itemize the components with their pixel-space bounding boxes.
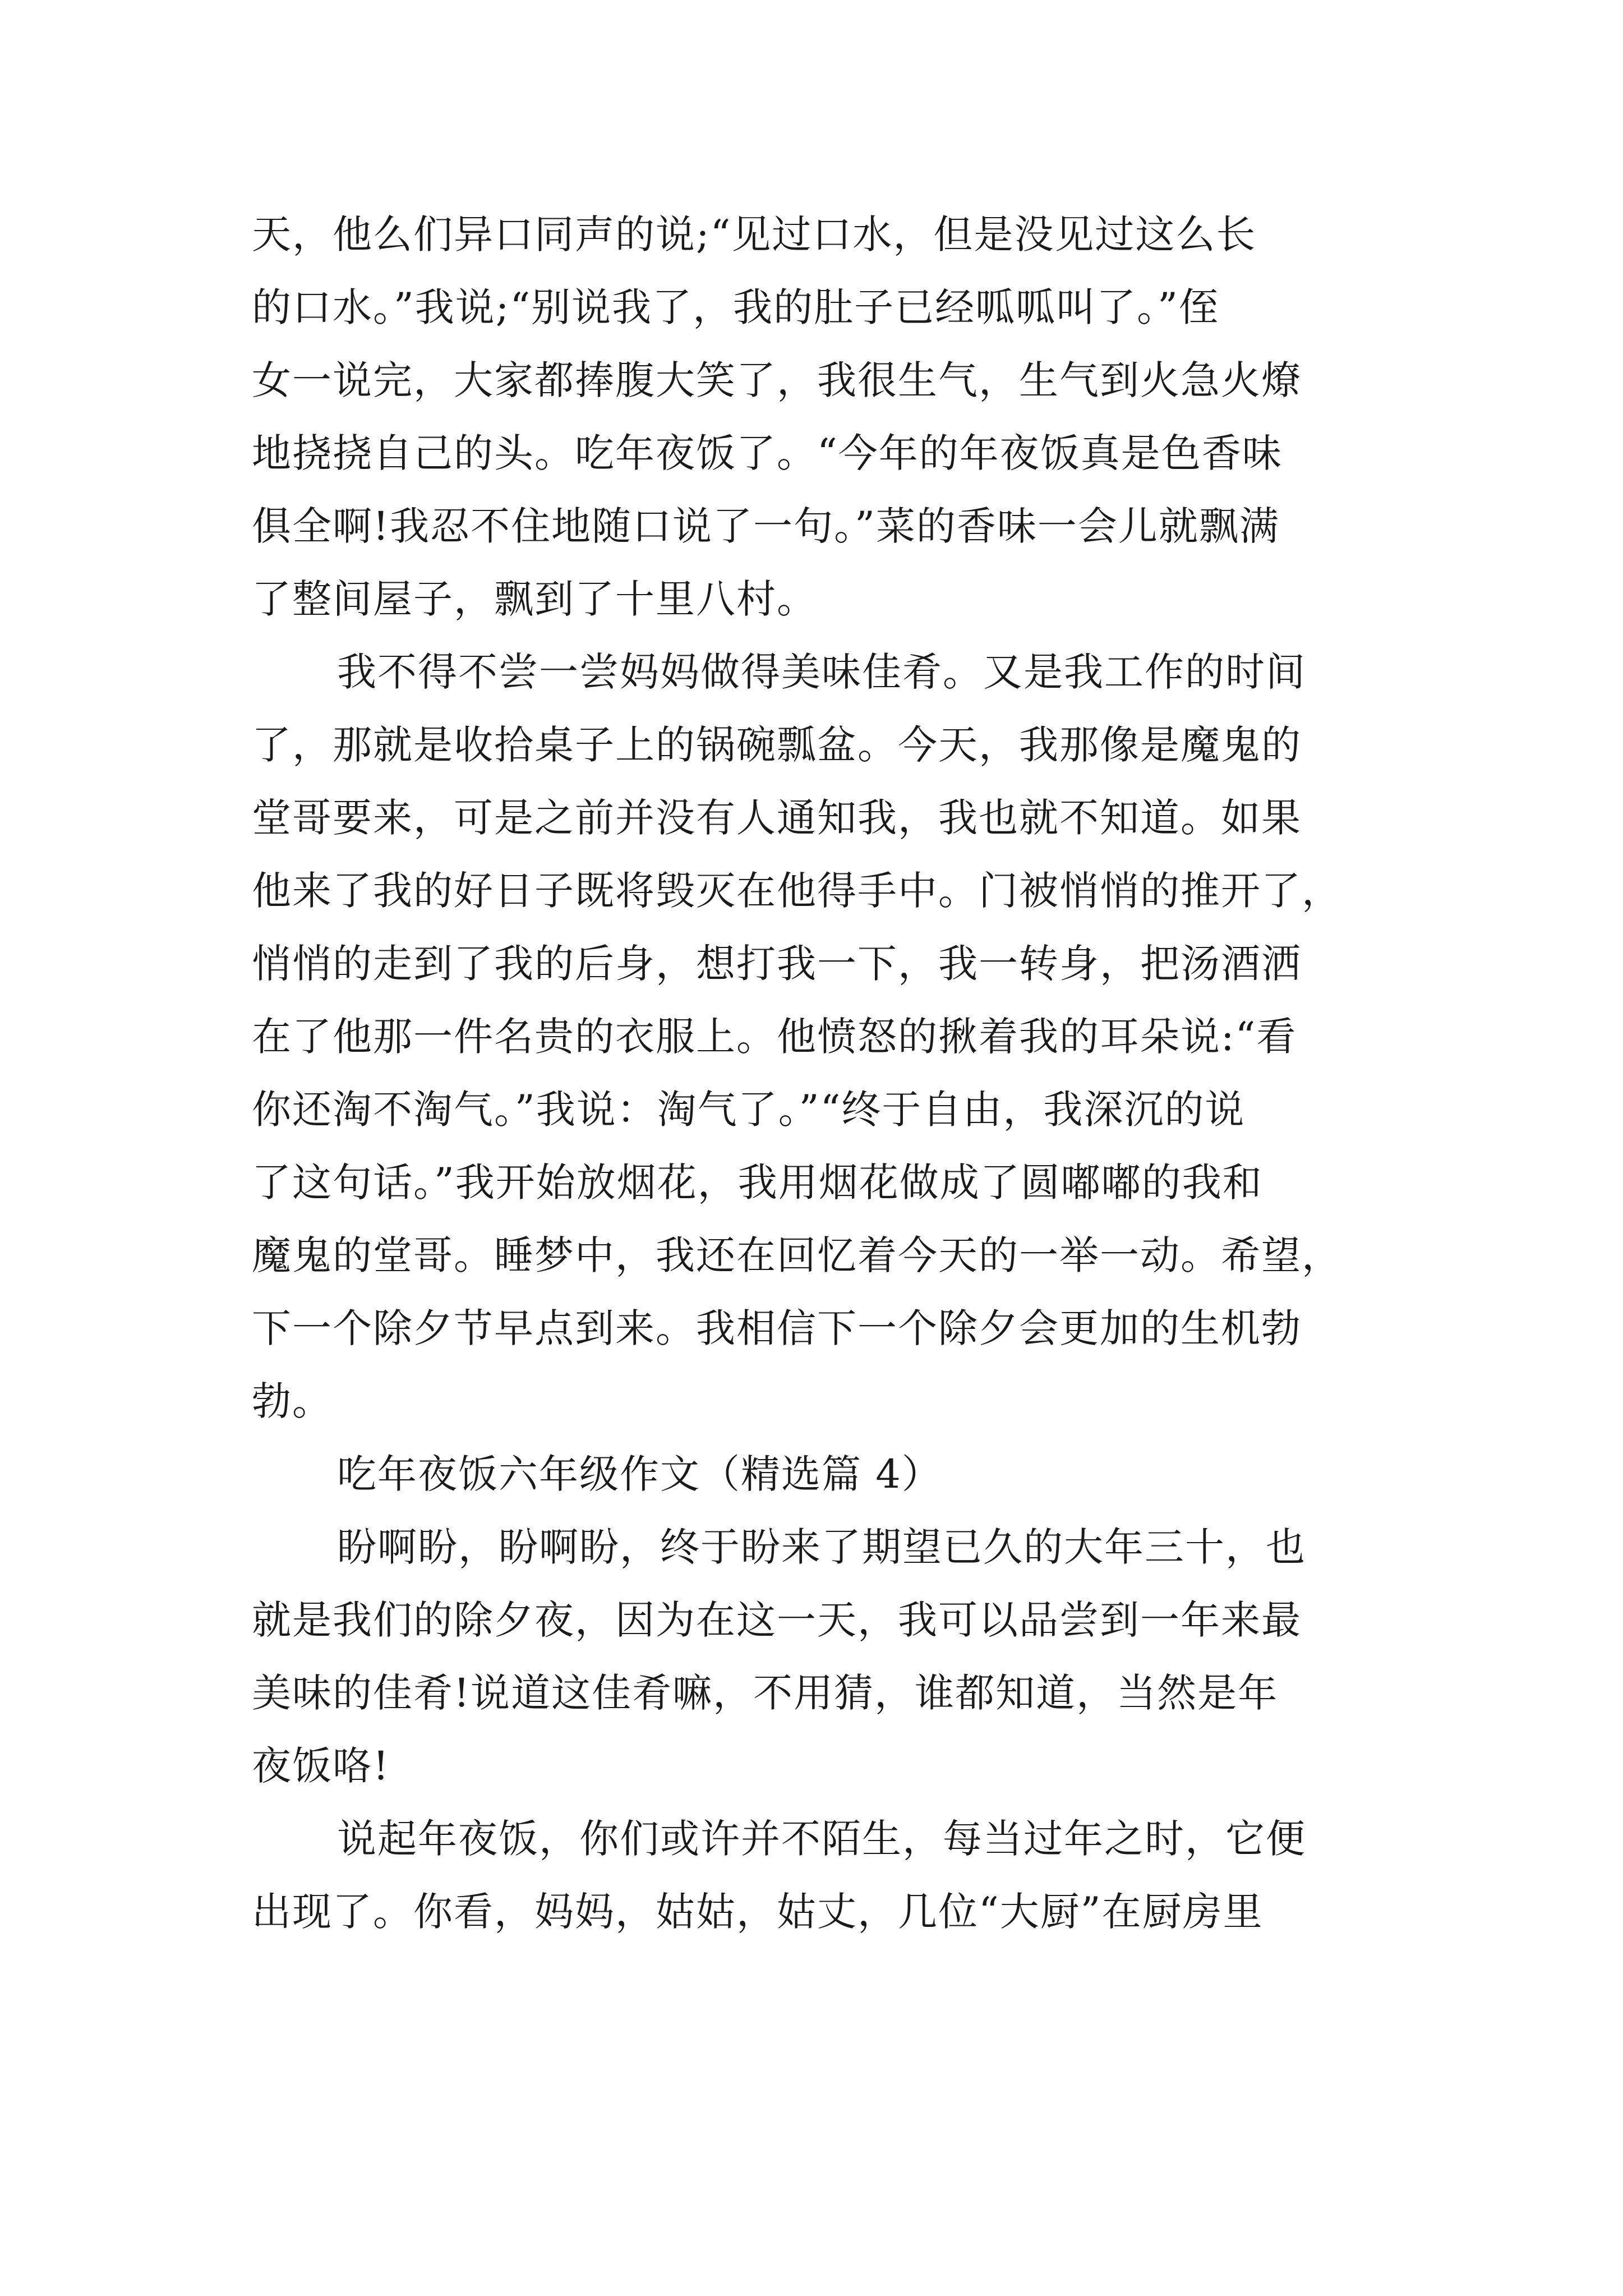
paragraph-3	[252, 1511, 1385, 1802]
section-heading-text: 吃年夜饭六年级作文（精选篇 4）	[337, 1451, 942, 1497]
text-line: 女一说完，大家都捧腹大笑了，我很生气，生气到火急火燎	[252, 357, 1302, 403]
text-line: 夜饭咯!	[252, 1743, 390, 1789]
text-line: 他来了我的好日子既将毁灭在他得手中。门被悄悄的推开了，	[252, 868, 1342, 914]
text-line: 在了他那一件名贵的衣服上。他愤怒的揪着我的耳朵说:“看	[252, 1014, 1297, 1060]
document-body	[252, 198, 1385, 1948]
text-line: 魔鬼的堂哥。睡梦中，我还在回忆着今天的一举一动。希望，	[252, 1232, 1342, 1278]
text-line: 我不得不尝一尝妈妈做得美味佳肴。又是我工作的时间	[337, 649, 1306, 695]
text-line: 悄悄的走到了我的后身，想打我一下，我一转身，把汤酒洒	[252, 941, 1302, 987]
text-line: 美味的佳肴!说道这佳肴嘛，不用猜，谁都知道，当然是年	[252, 1670, 1279, 1716]
text-line: 出现了。你看，妈妈，姑姑，姑丈，几位“大厨”在厨房里	[252, 1889, 1264, 1935]
section-heading	[252, 1438, 1385, 1511]
paragraph-4	[252, 1802, 1385, 1948]
text-line: 堂哥要来，可是之前并没有人通知我，我也就不知道。如果	[252, 795, 1302, 841]
text-line: 了这句话。”我开始放烟花，我用烟花做成了圆嘟嘟的我和	[252, 1159, 1263, 1205]
text-line: 盼啊盼，盼啊盼，终于盼来了期望已久的大年三十，也	[337, 1524, 1306, 1570]
paragraph-2	[252, 636, 1385, 1438]
text-line: 你还淘不淘气。”我说：淘气了。”“终于自由，我深沉的说	[252, 1087, 1246, 1133]
text-line: 了，那就是收拾桌子上的锅碗瓢盆。今天，我那像是魔鬼的	[252, 722, 1302, 768]
text-line: 俱全啊!我忍不住地随口说了一句。”菜的香味一会儿就飘满	[252, 503, 1280, 549]
paragraph-1	[252, 198, 1385, 636]
text-line: 就是我们的除夕夜，因为在这一天，我可以品尝到一年来最	[252, 1597, 1302, 1643]
text-line: 天，他么们异口同声的说;“见过口水，但是没见过这么长	[252, 211, 1257, 257]
text-line: 说起年夜饭，你们或许并不陌生，每当过年之时，它便	[337, 1816, 1306, 1862]
text-line: 地挠挠自己的头。吃年夜饭了。“今年的年夜饭真是色香味	[252, 430, 1283, 476]
text-line: 勃。	[252, 1378, 333, 1424]
text-line: 了整间屋子，飘到了十里八村。	[252, 576, 817, 622]
text-line: 的口水。”我说;“别说我了，我的肚子已经呱呱叫了。”侄	[252, 284, 1219, 330]
text-line: 下一个除夕节早点到来。我相信下一个除夕会更加的生机勃	[252, 1305, 1302, 1351]
